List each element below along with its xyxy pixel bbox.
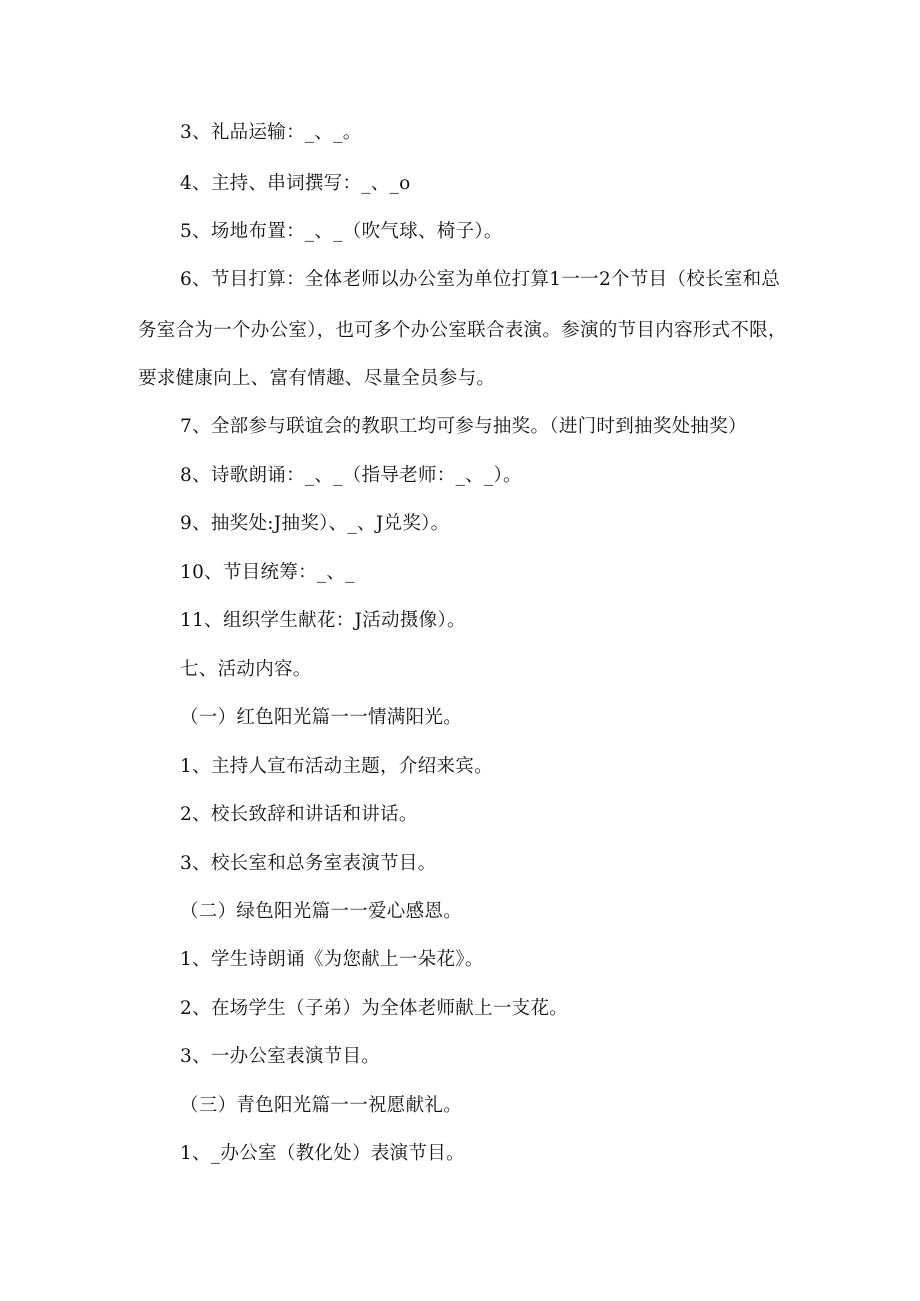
text-line: 8、诗歌朗诵：_、_（指导老师：_、_）。 [180,465,522,486]
text-line: 10、节目统筹：_、_ [180,562,355,583]
text-line: 2、校长致辞和讲话和讲话。 [180,804,418,825]
subsection-heading: （二）绿色阳光篇一一爱心感恩。 [180,901,463,922]
text-line: 11、组织学生献花：J活动摄像）。 [180,610,466,631]
text-line: 6、节目打算：全体老师以办公室为单位打算1一一2个节目（校长室和总 [180,269,781,290]
text-line: 5、场地布置：_、_（吹气球、椅子）。 [180,221,503,242]
section-heading: 七、活动内容。 [180,659,312,680]
text-line: 4、主持、串词撰写：_、_o [180,173,411,194]
text-line: 要求健康向上、富有情趣、尽量全员参与。 [138,368,496,389]
text-line: 3、一办公室表演节目。 [180,1046,381,1067]
text-line: 2、在场学生（子弟）为全体老师献上一支花。 [180,998,569,1019]
text-line: 3、礼品运输：_、_。 [180,122,362,143]
text-line: 7、全部参与联谊会的教职工均可参与抽奖。（进门时到抽奖处抽奖） [180,416,747,437]
text-line: 3、校长室和总务室表演节目。 [180,853,437,874]
text-line: 9、抽奖处:J抽奖）、_、J兑奖）。 [180,513,450,534]
text-line: 1、学生诗朗诵《为您献上一朵花》。 [180,949,484,970]
text-line: 务室合为一个办公室），也可多个办公室联合表演。参演的节目内容形式不限， [138,320,787,341]
subsection-heading: （三）青色阳光篇一一祝愿献礼。 [180,1095,463,1116]
text-line: 1、主持人宣布活动主题，介绍来宾。 [180,756,493,777]
text-line: 1、_办公室（教化处）表演节目。 [180,1143,465,1164]
subsection-heading: （一）红色阳光篇一一情满阳光。 [180,707,463,728]
